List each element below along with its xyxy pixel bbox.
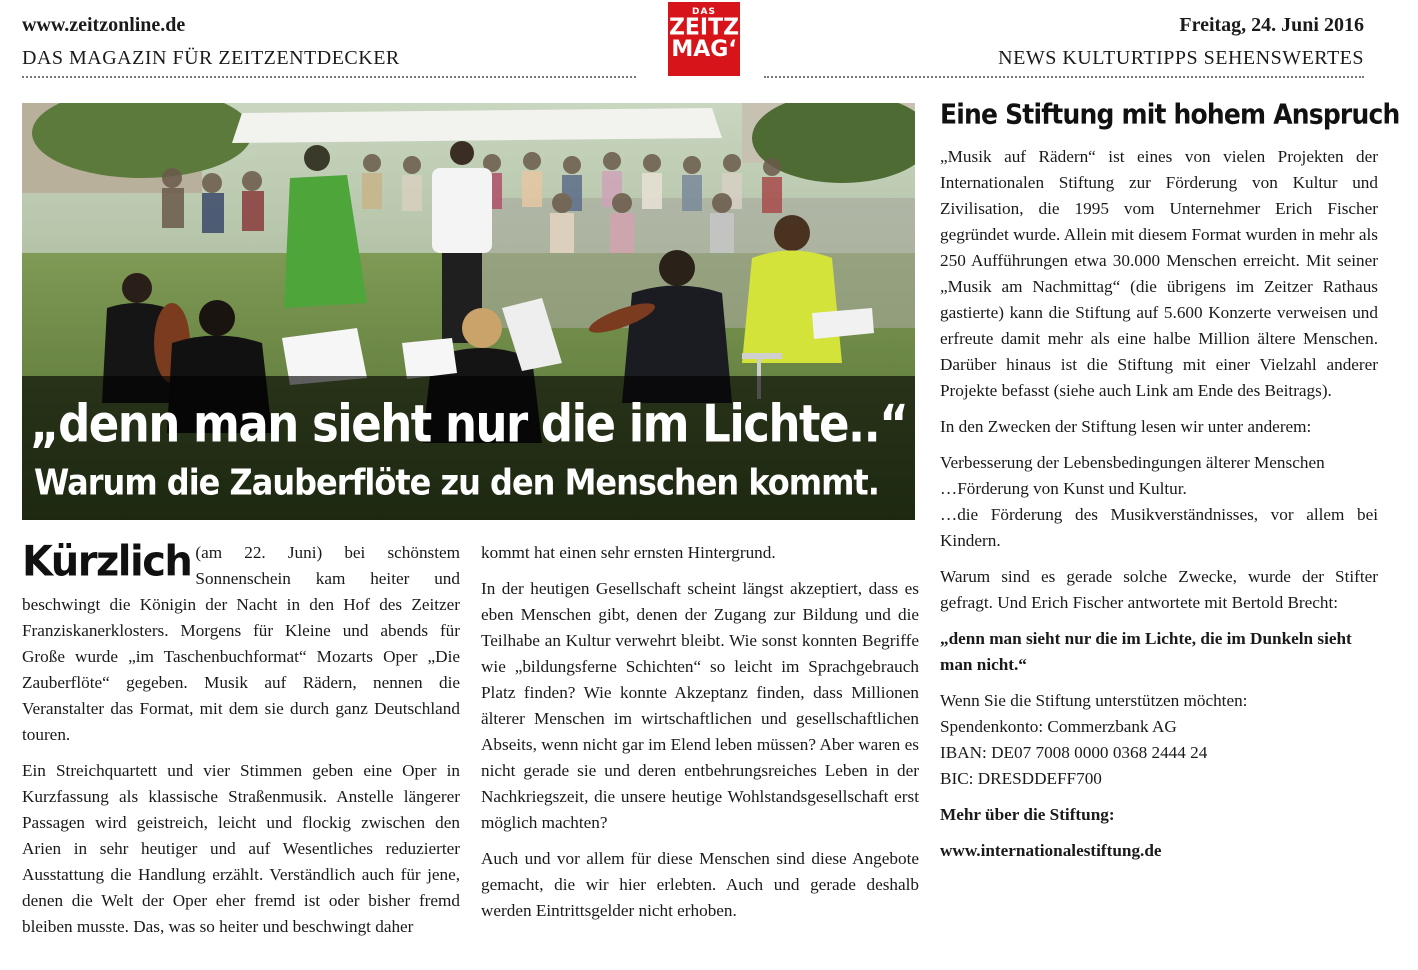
bank-iban: IBAN: DE07 7008 0000 0368 2444 24 — [940, 743, 1208, 762]
article-paragraph-2: Ein Streichquartett und vier Stimmen geben eine Oper in Kurzfassung als klassische Straßenmusik. Anstelle längerer Passagen wird geistreich, leicht und flockig zwischen den Arien in sehr heutiger und auf Wesentliches reduzierter Ausstattung die Handlung erzählt. Verständlich auch für jene, denen die Welt der Oper eher fremd ist oder bisher fremd bleiben musste. Das, was so heiter und beschwingt daher — [22, 761, 460, 936]
sidebar-paragraph-2: In den Zwecken der Stiftung lesen wir unter anderem: — [940, 417, 1312, 436]
article-paragraph-3: kommt hat einen sehr ernsten Hintergrund. — [481, 543, 776, 562]
sidebar-title: Eine Stiftung mit hohem Anspruch — [940, 98, 1400, 130]
article-paragraph-1-text: (am 22. Juni) bei schönstem Sonnenschein kam heiter und beschwingt die Königin der Nacht in den Hof des Zeitzer Franziskanerklosters. Morgens für Kleine und abends für Große wurde „im Taschenbuchformat“ Mozarts Oper „Die Zauberflöte“ gegeben. Musik auf Rädern, nennen die Veranstalter das Format, mit dem sie durch ganz Deutschland touren. — [22, 543, 460, 744]
bank-account: Spendenkonto: Commerzbank AG — [940, 717, 1177, 736]
bank-bic: BIC: DRESDDEFF700 — [940, 769, 1102, 788]
support-intro: Wenn Sie die Stiftung unterstützen möchten: — [940, 691, 1248, 710]
sidebar-purpose-1: Verbesserung der Lebensbedingungen älterer Menschen — [940, 453, 1325, 472]
photo-subheadline: Warum die Zauberflöte zu den Menschen kommt. — [34, 461, 879, 504]
foundation-link[interactable]: www.internationalestiftung.de — [940, 841, 1162, 860]
concert-photo — [22, 103, 915, 520]
header-divider-left — [22, 76, 636, 78]
sidebar-paragraph-1: „Musik auf Rädern“ ist eines von vielen Projekten der Internationalen Stiftung zur Förderung von Kultur und Zivilisation, die 1995 vom Unternehmer Erich Fischer gegründet wurde. Allein mit diesem Format wurden in mehr als 250 Aufführungen etwa 30.000 Menschen erreicht. Mit seiner „Musik am Nachmittag“ (die übrigens im Zeitzer Rathaus gastierte) kann die Stiftung auf 5.600 Konzerte verweisen und erfreute damit mehr als eine halbe Million ältere Menschen. Darüber hinaus ist die Stiftung mit einer Vielzahl anderer Projekte befasst (siehe auch Link am Ende des Beitrags). — [940, 147, 1378, 400]
sidebar-column — [940, 144, 1378, 874]
more-info-label: Mehr über die Stiftung: — [940, 805, 1115, 824]
article-kicker: Kürzlich — [22, 537, 192, 587]
issue-date: Freitag, 24. Juni 2016 — [1179, 14, 1364, 36]
article-paragraph-1 — [22, 537, 460, 748]
sidebar-purpose-3: …die Förderung des Musikverständnisses, vor allem bei Kindern. — [940, 505, 1378, 550]
photo-headline: „denn man sieht nur die im Lichte..“ — [30, 393, 908, 454]
magazine-tagline: DAS MAGAZIN FÜR ZEITZENTDECKER — [22, 47, 400, 69]
zeitz-mag-logo — [668, 2, 740, 76]
sidebar-purpose-2: …Förderung von Kunst und Kultur. — [940, 479, 1187, 498]
article-paragraph-4: In der heutigen Gesellschaft scheint längst akzeptiert, dass es eben Menschen gibt, denen der Zugang zur Bildung und die Teilhabe an Kultur verwehrt bleibt. Wie sonst konnten Begriffe wie „bildungsferne Schichten“ so leicht im Sprachgebrauch Platz finden? Wie konnte Akzeptanz finden, dass Millionen älterer Menschen im wirtschaftlichen und gesellschaftlichen Abseits, wenn nicht gar im Elend leben müssen? Aber waren es nicht gerade sie und deren entbehrungsreiches Leben in der Nachkriegszeit, die unsere heutige Wohlstandsgesellschaft erst möglich machten? — [481, 579, 919, 832]
article-column-2 — [481, 540, 919, 934]
logo-line-3: MAG‘ — [671, 37, 737, 62]
site-url[interactable]: www.zeitzonline.de — [22, 14, 186, 36]
article-column-1 — [22, 537, 460, 950]
sidebar-quote: „denn man sieht nur die im Lichte, die im Dunkeln sieht man nicht.“ — [940, 629, 1352, 674]
article-paragraph-5: Auch und vor allem für diese Menschen sind diese Angebote gemacht, die wir hier erlebten. Auch und gerade deshalb werden Eintrittsgelder nicht erhoben. — [481, 849, 919, 920]
sidebar-paragraph-3: Warum sind es gerade solche Zwecke, wurde der Stifter gefragt. Und Erich Fischer antwortete mit Bertold Brecht: — [940, 567, 1378, 612]
logo-line-2: ZEITZ — [668, 14, 740, 41]
logo-line-1: DAS — [692, 7, 716, 17]
section-categories: NEWS KULTURTIPPS SEHENSWERTES — [998, 47, 1364, 69]
header-divider-right — [764, 76, 1364, 78]
